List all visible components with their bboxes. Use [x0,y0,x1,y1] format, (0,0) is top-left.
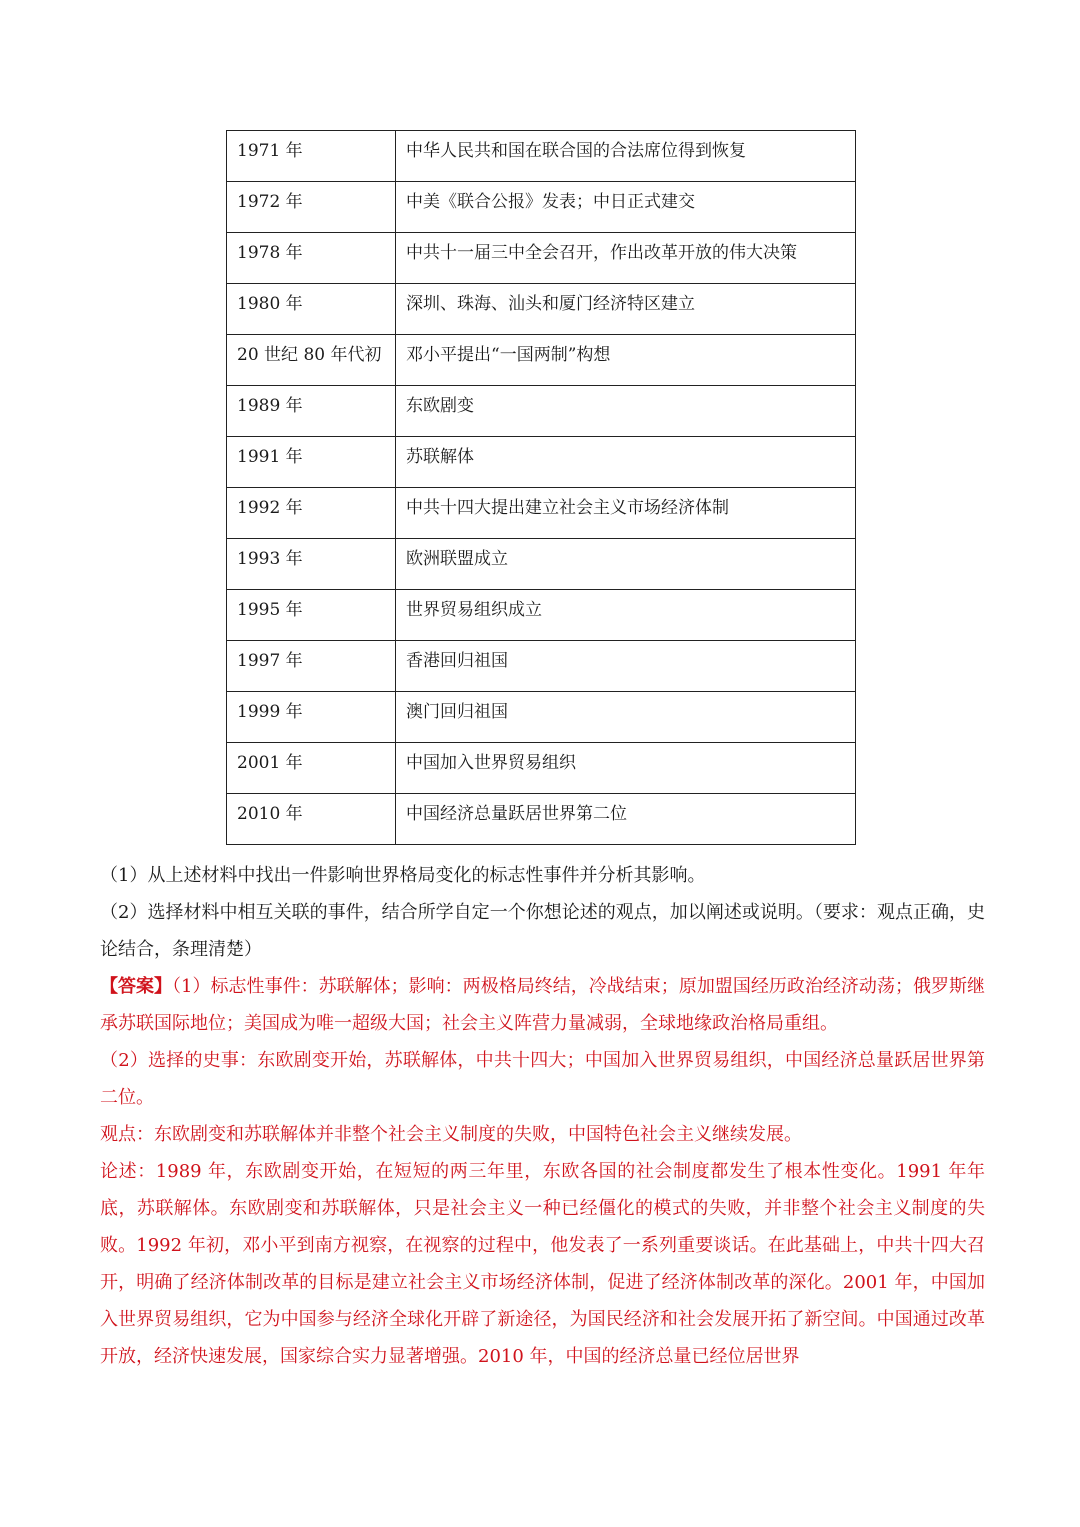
event-cell: 深圳、珠海、汕头和厦门经济特区建立 [396,284,856,335]
question-2: （2）选择材料中相互关联的事件，结合所学自定一个你想论述的观点，加以阐述或说明。（要求：观点正确，史论结合，条理清楚） [100,902,985,960]
table-row [227,182,856,233]
answer-label: 【答案】 [100,976,173,997]
answer-viewpoint: 观点：东欧剧变和苏联解体并非整个社会主义制度的失败，中国特色社会主义继续发展。 [100,1124,802,1145]
year-cell: 1980 年 [227,284,396,335]
event-cell: 邓小平提出“一国两制”构想 [396,335,856,386]
answer-argument: 论述：1989 年，东欧剧变开始，在短短的两三年里，东欧各国的社会制度都发生了根本性变化。1991 年年底，苏联解体。东欧剧变和苏联解体，只是社会主义一种已经僵化的模式的失败，并非整个社会主义制度的失败。1992 年初，邓小平到南方视察，在视察的过程中，他发表了一系列重要谈话。在此基础上，中共十四大召开，明确了经济体制改革的目标是建立社会主义市场经济体制，促进了经济体制改革的深化。2001 年，中国加入世界贸易组织，它为中国参与经济全球化开辟了新途径，为国民经济和社会发展开拓了新空间。中国通过改革开放，经济快速发展，国家综合实力显著增强。2010 年，中国的经济总量已经位居世界 [100,1161,985,1367]
table-row [227,641,856,692]
year-cell: 1991 年 [227,437,396,488]
year-cell: 1972 年 [227,182,396,233]
table-row [227,590,856,641]
events-timeline-table [226,130,856,845]
table-row [227,386,856,437]
year-cell: 1978 年 [227,233,396,284]
event-cell: 欧洲联盟成立 [396,539,856,590]
table-row [227,437,856,488]
event-cell: 中华人民共和国在联合国的合法席位得到恢复 [396,131,856,182]
event-cell: 香港回归祖国 [396,641,856,692]
question-1: （1）从上述材料中找出一件影响世界格局变化的标志性事件并分析其影响。 [100,865,706,886]
table-row [227,539,856,590]
table-row [227,794,856,845]
table-row [227,692,856,743]
year-cell: 1993 年 [227,539,396,590]
table-row [227,335,856,386]
question-answer-section [100,857,985,1375]
year-cell: 1989 年 [227,386,396,437]
year-cell: 20 世纪 80 年代初 [227,335,396,386]
event-cell: 中国经济总量跃居世界第二位 [396,794,856,845]
event-cell: 中共十一届三中全会召开，作出改革开放的伟大决策 [396,233,856,284]
year-cell: 1995 年 [227,590,396,641]
table-row [227,743,856,794]
year-cell: 1999 年 [227,692,396,743]
event-cell: 中共十四大提出建立社会主义市场经济体制 [396,488,856,539]
event-cell: 中美《联合公报》发表；中日正式建交 [396,182,856,233]
table-row [227,488,856,539]
year-cell: 2001 年 [227,743,396,794]
table-row [227,233,856,284]
answer-part-2: （2）选择的史事：东欧剧变开始，苏联解体，中共十四大；中国加入世界贸易组织，中国经济总量跃居世界第二位。 [100,1050,985,1108]
year-cell: 1992 年 [227,488,396,539]
answer-part-1 [100,968,985,1042]
table-row [227,131,856,182]
year-cell: 2010 年 [227,794,396,845]
year-cell: 1971 年 [227,131,396,182]
event-cell: 中国加入世界贸易组织 [396,743,856,794]
event-cell: 苏联解体 [396,437,856,488]
event-cell: 世界贸易组织成立 [396,590,856,641]
year-cell: 1997 年 [227,641,396,692]
timeline-table-body [227,131,856,845]
table-row [227,284,856,335]
event-cell: 澳门回归祖国 [396,692,856,743]
answer-part-1-text: （1）标志性事件：苏联解体；影响：两极格局终结，冷战结束；原加盟国经历政治经济动荡；俄罗斯继承苏联国际地位；美国成为唯一超级大国；社会主义阵营力量减弱，全球地缘政治格局重组。 [100,976,985,1034]
event-cell: 东欧剧变 [396,386,856,437]
